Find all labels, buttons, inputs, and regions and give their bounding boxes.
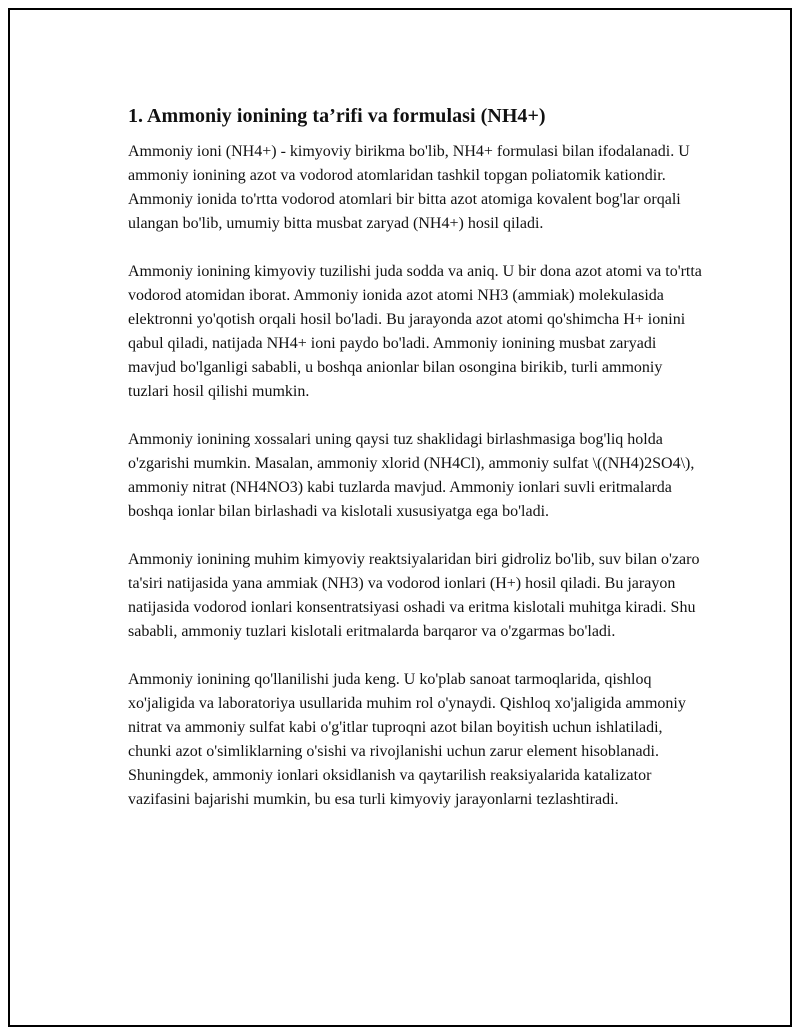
section-heading: 1. Ammoniy ionining ta’rifi va formulasi (NH4+) [128,105,546,127]
paragraph-structure: Ammoniy ionining kimyoviy tuzilishi juda sodda va aniq. U bir dona azot atomi va to'rtta vodorod atomidan iborat. Ammoniy ionida azot atomi NH3 (ammiak) molekulasida elektronni yo'qotish orqali hosil bo'ladi. Bu jarayonda azot atomi qo'shimcha H+ ionini qabul qiladi, natijada NH4+ ioni paydo bo'ladi. Ammoniy ionining musbat zaryadi mavjud bo'lganligi sababli, u boshqa anionlar bilan osongina birikib, turli ammoniy tuzlari hosil qilishi mumkin. [128,263,702,400]
document-content [128,102,703,812]
document-page [8,8,792,1027]
paragraph-reactions: Ammoniy ionining muhim kimyoviy reaktsiyalaridan biri gidroliz bo'lib, suv bilan o'zaro ta'siri natijasida yana ammiak (NH3) va vodorod ionlari (H+) hosil qiladi. Bu jarayon natijasida vodorod ionlari konsentratsiyasi oshadi va eritma kislotali muhitga kiradi. Shu sababli, ammoniy tuzlari kislotali eritmalarda barqaror va o'zgarmas bo'ladi. [128,551,700,640]
paragraph-properties: Ammoniy ionining xossalari uning qaysi tuz shaklidagi birlashmasiga bog'liq holda o'zgarishi mumkin. Masalan, ammoniy xlorid (NH4Cl), ammoniy sulfat \((NH4)2SO4\), ammoniy nitrat (NH4NO3) kabi tuzlarda mavjud. Ammoniy ionlari suvli eritmalarda boshqa ionlar bilan birlashadi va kislotali xususiyatga ega bo'ladi. [128,431,695,520]
paragraph-applications: Ammoniy ionining qo'llanilishi juda keng. U ko'plab sanoat tarmoqlarida, qishloq xo'jaligida va laboratoriya usullarida muhim rol o'ynaydi. Qishloq xo'jaligida ammoniy nitrat va ammoniy sulfat kabi o'g'itlar tuproqni azot bilan boyitish uchun ishlatiladi, chunki azot o'simliklarning o'sishi va rivojlanishi uchun zarur element hisoblanadi. Shuningdek, ammoniy ionlari oksidlanish va qaytarilish reaksiyalarida katalizator vazifasini bajarishi mumkin, bu esa turli kimyoviy jarayonlarni tezlashtiradi. [128,671,686,808]
paragraph-definition: Ammoniy ioni (NH4+) - kimyoviy birikma bo'lib, NH4+ formulasi bilan ifodalanadi. U ammoniy ionining azot va vodorod atomlaridan tashkil topgan poliatomik kationdir. Ammoniy ionida to'rtta vodorod atomlari bir bitta azot atomiga kovalent bog'lar orqali ulangan bo'lib, umumiy bitta musbat zaryad (NH4+) hosil qiladi. [128,143,690,232]
